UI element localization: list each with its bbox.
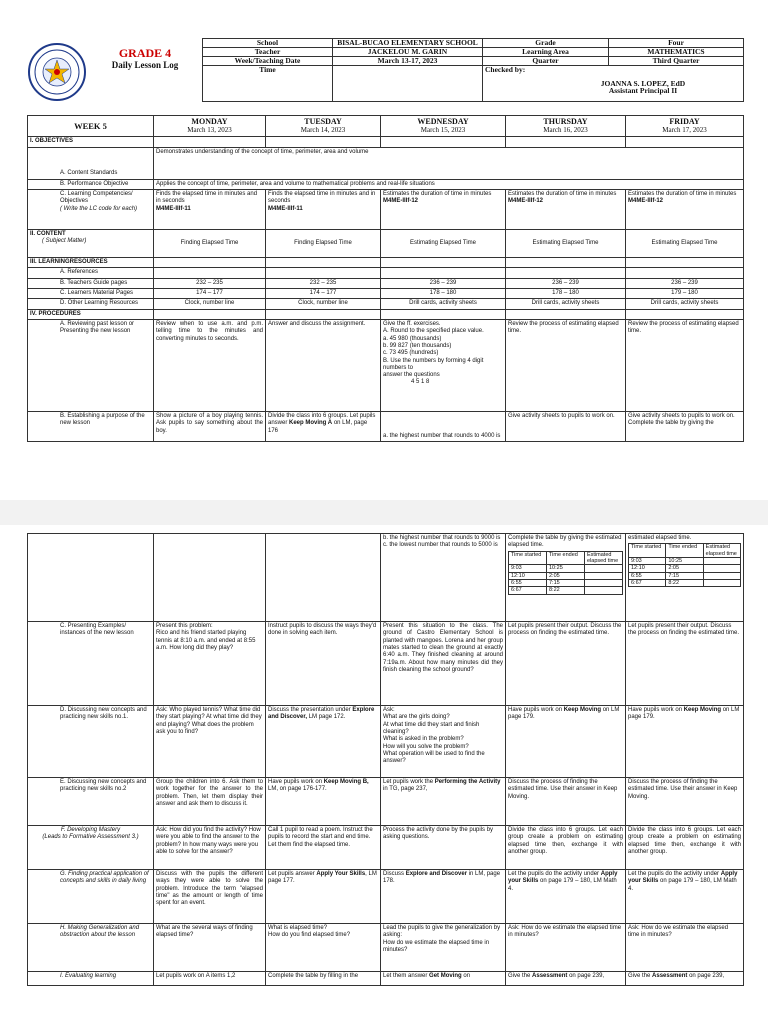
procedure-i-wednesday: Let them answer Get Moving on [381,972,506,986]
title-block [89,46,201,70]
procedure-c-monday: Present this problem: Rico and his friend started playing tennis at 8:10 a.m. and ended at 8:55 a.m. How long did they play? [154,622,266,706]
procedure-a-label: A. Reviewing past lesson or Presenting the new lesson [28,319,154,411]
procedure-d-friday: Have pupils work on Keep Moving on LM page 179. [626,706,744,778]
page-one [0,0,768,500]
tg-monday: 232 – 235 [154,278,266,288]
procedure-c-wednesday: Present this situation to the class. The ground of Castro Elementary School is planted with mangoes. Lorena and her group mates started to clean the ground at exactly 6:40 a.m. They finished cleaning at around 7:19a.m. About how many minutes did they finish cleaning the school ground? [381,622,506,706]
day-header-friday: FRIDAY March 17, 2023 [626,116,744,137]
procedure-e-label: E. Discussing new concepts and practicing new skills no.2 [28,778,154,826]
procedure-b-label: B. Establishing a purpose of the new lesson [28,411,154,441]
procedure-h-friday: Ask: How do we estimate the elapsed time in minutes? [626,924,744,972]
teacher-value: JACKELOU M. GARIN [333,47,483,56]
page-gap [0,500,768,525]
competency-wednesday: Estimates the duration of time in minutes M4ME-IIIf-12 [381,190,506,230]
competency-thursday: Estimates the duration of time in minutes M4ME-IIIf-12 [506,190,626,230]
content-monday: Finding Elapsed Time [154,230,266,258]
lm-tuesday: 174 – 177 [266,289,381,299]
other-wednesday: Drill cards, activity sheets [381,299,506,309]
procedure-i-friday: Give the Assessment on page 239, [626,972,744,986]
procedure-b-tuesday: Divide the class into 6 groups. Let pupils answer Keep Moving A on LM, page 176 [266,411,381,441]
procedure-b-wednesday: a. the highest number that rounds to 4000 is [381,411,506,441]
other-thursday: Drill cards, activity sheets [506,299,626,309]
learning-area-label: Learning Area [483,47,609,56]
procedure-a-wednesday: Give the ff. exercises. A. Round to the specified place value. a. 45 980 (thousands) b. 99 827 (ten thousands) c. 73 495 (hundreds) B. Use the numbers by forming 4 digit numbers to answer the questions 4 5 1 8 [381,319,506,411]
day-header-wednesday: WEDNESDAY March 15, 2023 [381,116,506,137]
competency-tuesday: Finds the elapsed time in minutes and in seconds M4ME-IIIf-11 [266,190,381,230]
procedure-c-label: C. Presenting Examples/ instances of the new lesson [28,622,154,706]
procedure-b-monday: Show a picture of a boy playing tennis. Ask pupils to say something about the boy. [154,411,266,441]
procedure-e-wednesday: Let pupils work the Performing the Activity in TG, page 237, [381,778,506,826]
procedure-h-thursday: Ask: How do we estimate the elapsed time in minutes? [506,924,626,972]
procedure-e-tuesday: Have pupils work on Keep Moving B, LM, on page 176-177. [266,778,381,826]
procedure-b-wednesday-cont: b. the highest number that rounds to 9000 is c. the lowest number that rounds to 5000 is [381,534,506,622]
school-value: BISAL-BUCAO ELEMENTARY SCHOOL [333,39,483,48]
lesson-table-page-two [27,533,744,986]
procedure-i-monday: Let pupils work on A items 1,2 [154,972,266,986]
procedure-g-label: G. Finding practical application of concepts and skills in daily living [28,870,154,924]
page-two [0,525,768,1024]
header-info-table [202,38,744,102]
procedure-g-monday: Discuss with the pupils the different ways they were able to solve the problem. Introduce the term "elapsed time" as the amount or length of time spent for an event. [154,870,266,924]
checker-title: Assistant Principal II [608,86,678,96]
week-label: WEEK 5 [28,116,154,137]
procedure-d-wednesday: Ask: What are the girls doing? At what time did they start and finish cleaning? What is asked in the problem? How will you solve the problem? What operation will be used to find the answer? [381,706,506,778]
procedures-section-title: IV. PROCEDURES [28,309,154,319]
header [27,38,743,110]
time-value [333,65,483,101]
procedure-g-friday: Let the pupils do the activity under Apply your Skills on page 179 – 180, LM Math 4. [626,870,744,924]
procedure-f-tuesday: Call 1 pupil to read a poem. Instruct the pupils to record the start and end time. Let them find the elapsed time. [266,826,381,870]
resources-section-title: III. LEARNINGRESOURCES [28,258,154,268]
procedure-h-monday: What are the several ways of finding elapsed time? [154,924,266,972]
procedure-a-thursday: Review the process of estimating elapsed time. [506,319,626,411]
quarter-label: Quarter [483,56,609,65]
procedure-a-friday: Review the process of estimating elapsed time. [626,319,744,411]
tg-friday: 236 – 239 [626,278,744,288]
procedure-f-label: F. Developing Mastery (Leads to Formative Assessment 3.) [28,826,154,870]
elapsed-time-table-thursday: Time started Time ended Estimated elapsed time 9:03 10:25 12:10 2:05 6:55 7:15 6:67 8:22 [508,551,623,595]
time-label: Time [203,65,333,101]
procedure-c-thursday: Let pupils present their output. Discuss the process on finding the estimated time. [506,622,626,706]
week-date-label: Week/Teaching Date [203,56,333,65]
lesson-table-page-one [27,115,744,442]
procedure-e-friday: Discuss the process of finding the estimated time. Use their answer in Keep Moving. [626,778,744,826]
procedure-b-friday-cont: estimated elapsed time. Time started Time ended Estimated elapsed time 9:03 10:25 12:10 2:05 6:55 7:15 6:67 8:22 [626,534,744,622]
deped-seal-icon [27,42,87,102]
competency-friday: Estimates the duration of time in minutes M4ME-IIIf-12 [626,190,744,230]
procedure-g-wednesday: Discuss Explore and Discover in LM, page 178. [381,870,506,924]
day-header-tuesday: TUESDAY March 14, 2023 [266,116,381,137]
procedure-c-tuesday: Instruct pupils to discuss the ways they'd done in solving each item. [266,622,381,706]
procedure-a-tuesday: Answer and discuss the assignment. [266,319,381,411]
procedure-f-monday: Ask: How did you find the activity? How were you able to find the answer to the problem? In how many ways were you able to solve for the answer? [154,826,266,870]
grade-label: Grade [483,39,609,48]
performance-objective-value: Applies the concept of time, perimeter, area and volume to mathematical problems and real-life situations [154,179,744,189]
grade-value: Four [609,39,744,48]
other-monday: Clock, number line [154,299,266,309]
procedure-i-thursday: Give the Assessment on page 239, [506,972,626,986]
procedure-g-thursday: Let the pupils do the activity under Apply your Skills on page 179 – 180, LM Math 4. [506,870,626,924]
procedure-i-tuesday: Complete the table by filling in the [266,972,381,986]
day-header-monday: MONDAY March 13, 2023 [154,116,266,137]
teacher-label: Teacher [203,47,333,56]
procedure-b-thursday-cont: Complete the table by giving the estimated elapsed time. Time started Time ended Estimated elapsed time 9:03 10:25 12:10 2:05 6:55 7:15 6:67 8:22 [506,534,626,622]
checked-by-label: Checked by: [485,65,526,74]
procedure-h-tuesday: What is elapsed time? How do you find elapsed time? [266,924,381,972]
quarter-value: Third Quarter [609,56,744,65]
checker-name: JOANNA S. LOPEZ, EdD [600,78,686,88]
procedure-a-monday: Review when to use a.m. and p.m. telling time to the minutes and converting minutes to seconds. [154,319,266,411]
content-thursday: Estimating Elapsed Time [506,230,626,258]
procedure-g-tuesday: Let pupils answer Apply Your Skills, LM page 177. [266,870,381,924]
lm-wednesday: 178 – 180 [381,289,506,299]
other-friday: Drill cards, activity sheets [626,299,744,309]
procedure-b-friday: Give activity sheets to pupils to work on. Complete the table by giving the [626,411,744,441]
content-standards-label: A. Content Standards [28,147,154,179]
procedure-d-thursday: Have pupils work on Keep Moving on LM page 179. [506,706,626,778]
procedure-e-thursday: Discuss the process of finding the estimated time. Use their answer in Keep Moving. [506,778,626,826]
content-standards-value: Demonstrates understanding of the concept of time, perimeter, area and volume [154,147,744,179]
tg-thursday: 236 – 239 [506,278,626,288]
checked-by-cell [483,65,744,101]
competencies-label: C. Learning Competencies/ Objectives ( Write the LC code for each) [28,190,154,230]
procedure-f-friday: Divide the class into 6 groups. Let each group create a problem on estimating elapsed time then, exchange it with another group. [626,826,744,870]
procedure-f-thursday: Divide the class into 6 groups. Let each group create a problem on estimating elapsed time then, exchange it with another group. [506,826,626,870]
procedure-b-thursday: Give activity sheets to pupils to work on. [506,411,626,441]
other-tuesday: Clock, number line [266,299,381,309]
procedure-h-label: H. Making Generalization and obstraction about the lesson [28,924,154,972]
objectives-section-title: I. OBJECTIVES [28,137,154,147]
log-title: Daily Lesson Log [111,60,179,71]
lm-thursday: 178 – 180 [506,289,626,299]
performance-objective-label: B. Performance Objective [28,179,154,189]
week-date-value: March 13-17, 2023 [333,56,483,65]
learning-area-value: MATHEMATICS [609,47,744,56]
procedure-h-wednesday: Lead the pupils to give the generalization by asking: How do we estimate the elapsed time in minutes? [381,924,506,972]
procedure-i-label: I. Evaluating learning [28,972,154,986]
tg-tuesday: 232 – 235 [266,278,381,288]
procedure-c-friday: Let pupils present their output. Discuss the process on finding the estimated time. [626,622,744,706]
competency-monday: Finds the elapsed time in minutes and in seconds M4ME-IIIf-11 [154,190,266,230]
content-wednesday: Estimating Elapsed Time [381,230,506,258]
content-friday: Estimating Elapsed Time [626,230,744,258]
tg-pages-label: B. Teachers Guide pages [28,278,154,288]
day-header-thursday: THURSDAY March 16, 2023 [506,116,626,137]
procedure-e-monday: Group the children into 6. Ask them to work together for the answer to the problem. Then, let them display their answer and ask them to discuss it. [154,778,266,826]
elapsed-time-table-friday: Time started Time ended Estimated elapsed time 9:03 10:25 12:10 2:05 6:55 7:15 6:67 8:22 [628,543,741,587]
content-section-title: II. CONTENT ( Subject Matter) [28,230,154,258]
other-resources-label: D. Other Learning Resources [28,299,154,309]
tg-wednesday: 236 – 239 [381,278,506,288]
procedure-d-tuesday: Discuss the presentation under Explore and Discover, LM page 172. [266,706,381,778]
lm-friday: 179 – 180 [626,289,744,299]
grade-title: GRADE 4 [118,46,172,60]
content-tuesday: Finding Elapsed Time [266,230,381,258]
procedure-d-monday: Ask: Who played tennis? What time did they start playing? At what time did they end playing? What does the problem ask you to find? [154,706,266,778]
lm-monday: 174 – 177 [154,289,266,299]
procedure-f-wednesday: Process the activity done by the pupils by asking questions. [381,826,506,870]
lm-pages-label: C. Learners Material Pages [28,289,154,299]
school-label: School [203,39,333,48]
references-label: A. References [28,268,154,278]
procedure-d-label: D. Discussing new concepts and practicing new skills no.1. [28,706,154,778]
